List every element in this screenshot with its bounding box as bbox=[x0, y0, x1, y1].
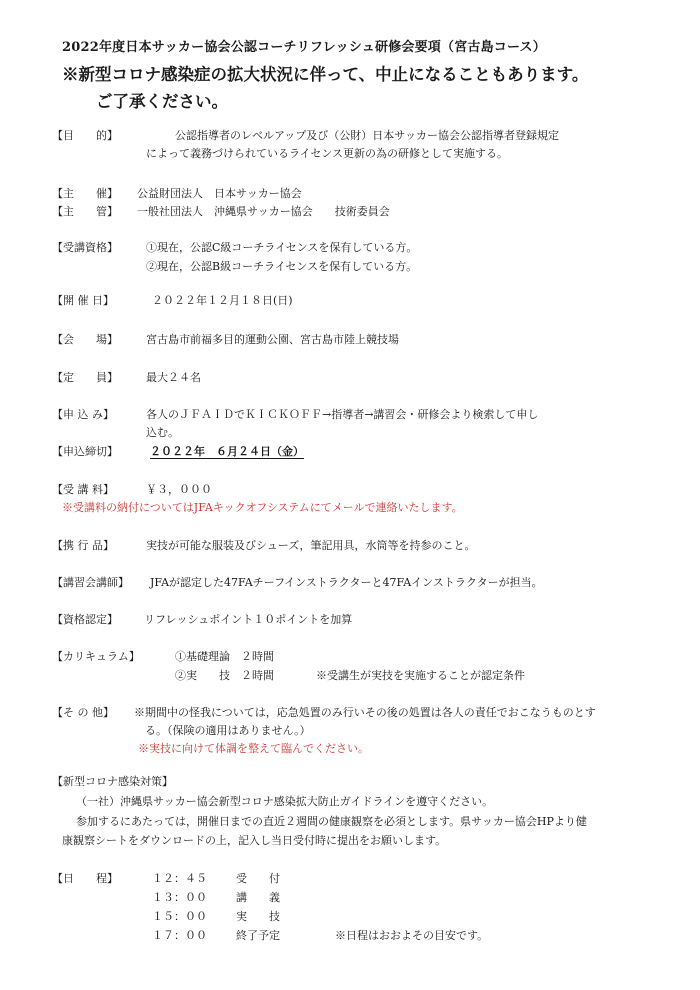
host-label: 【主 催】 bbox=[52, 187, 118, 200]
instructor-value: JFAが認定した47FAチーフインストラクターと47FAインストラクターが担当。 bbox=[150, 576, 543, 589]
purpose-line-2: によって義務づけられているライセンス更新の為の研修として実施する。 bbox=[146, 147, 509, 160]
qualification-line-2: ②現在，公認B級コーチライセンスを保有している方。 bbox=[146, 260, 418, 273]
date-value: ２０２２年１２月１８日(日) bbox=[152, 294, 293, 307]
schedule-time: １３：００ bbox=[152, 891, 207, 904]
organizer-label: 【主 管】 bbox=[52, 205, 118, 218]
purpose-label: 【目 的】 bbox=[52, 129, 118, 142]
schedule-time: １５：００ bbox=[152, 910, 207, 923]
certification-label: 【資格認定】 bbox=[52, 613, 118, 626]
venue-value: 宮古島市前福多目的運動公園、宮古島市陸上競技場 bbox=[146, 333, 399, 346]
schedule-time: １７：００ bbox=[152, 929, 207, 942]
qualification-label: 【受講資格】 bbox=[52, 241, 118, 254]
deadline-label: 【申込締切】 bbox=[52, 445, 118, 458]
schedule-event: 講 義 bbox=[236, 891, 280, 904]
host-value: 公益財団法人 日本サッカー協会 bbox=[137, 187, 302, 200]
other-label: 【そ の 他】 bbox=[52, 706, 114, 719]
cancellation-notice-cont: ご了承ください。 bbox=[96, 92, 228, 111]
curriculum-line-1: ①基礎理論 ２時間 bbox=[175, 650, 274, 663]
covid-line-2: 参加するにあたっては，開催日までの直近２週間の健康観察を必須とします。県サッカー協会HPより健 bbox=[76, 815, 587, 828]
schedule-event: 実 技 bbox=[236, 910, 280, 923]
curriculum-line-2: ②実 技 ２時間 bbox=[175, 669, 274, 682]
covid-line-1: （一社）沖縄県サッカー協会新型コロナ感染拡大防止ガイドラインを遵守ください。 bbox=[76, 795, 494, 808]
instructor-label: 【講習会講師】 bbox=[52, 576, 129, 589]
capacity-label: 【定 員】 bbox=[52, 371, 118, 384]
other-line-2: る。（保険の適用はありません。） bbox=[145, 724, 311, 737]
fee-note: ※受講料の納付についてはJFAキックオフシステムにてメールで連絡いたします。 bbox=[62, 501, 463, 514]
items-label: 【携 行 品】 bbox=[52, 539, 114, 552]
schedule-label: 【日 程】 bbox=[52, 872, 118, 885]
capacity-value: 最大２４名 bbox=[146, 371, 201, 384]
qualification-line-1: ①現在，公認C級コーチライセンスを保有している方。 bbox=[146, 241, 418, 254]
fee-value: ￥３，０００ bbox=[146, 483, 212, 496]
schedule-time: １２：４５ bbox=[152, 872, 207, 885]
schedule-note: ※日程はおおよその目安です。 bbox=[335, 929, 489, 942]
organizer-value: 一般社団法人 沖縄県サッカー協会 技術委員会 bbox=[137, 205, 390, 218]
covid-line-3: 康観察シートをダウンロードの上，記入し当日受付時に提出をお願いします。 bbox=[62, 834, 447, 847]
covid-label: 【新型コロナ感染対策】 bbox=[52, 775, 173, 788]
apply-label: 【申 込 み】 bbox=[52, 408, 114, 421]
other-line-3: ※実技に向けて体調を整えて臨んでください。 bbox=[138, 742, 369, 755]
purpose-line-1: 公認指導者のレベルアップ及び（公財）日本サッカー協会公認指導者登録規定 bbox=[175, 129, 560, 142]
schedule-event: 終了予定 bbox=[236, 929, 280, 942]
other-line-1: ※期間中の怪我については，応急処置のみ行いその後の処置は各人の責任でおこなうものとす bbox=[134, 706, 596, 719]
apply-line-1: 各人のＪＦＡＩＤでＫＩＣＫＯＦＦ→指導者→講習会・研修会より検索して申し bbox=[146, 408, 539, 421]
deadline-value: ２０２２年 ６月２４日（金） bbox=[150, 445, 304, 458]
venue-label: 【会 場】 bbox=[52, 333, 118, 346]
curriculum-label: 【カリキュラム】 bbox=[52, 650, 140, 663]
certification-value: リフレッシュポイント１０ポイントを加算 bbox=[144, 613, 353, 626]
document-title: 2022年度日本サッカー協会公認コーチリフレッシュ研修会要項（宮古島コース） bbox=[62, 40, 546, 55]
fee-label: 【受 講 料】 bbox=[52, 483, 114, 496]
apply-line-2: 込む。 bbox=[146, 426, 179, 439]
items-value: 実技が可能な服装及びシューズ，筆記用具，水筒等を持参のこと。 bbox=[146, 539, 476, 552]
date-label: 【開 催 日】 bbox=[52, 294, 114, 307]
cancellation-notice: ※新型コロナ感染症の拡大状況に伴って、中止になることもあります。 bbox=[62, 65, 589, 84]
schedule-event: 受 付 bbox=[236, 872, 280, 885]
curriculum-note: ※受講生が実技を実施することが認定条件 bbox=[316, 669, 525, 682]
